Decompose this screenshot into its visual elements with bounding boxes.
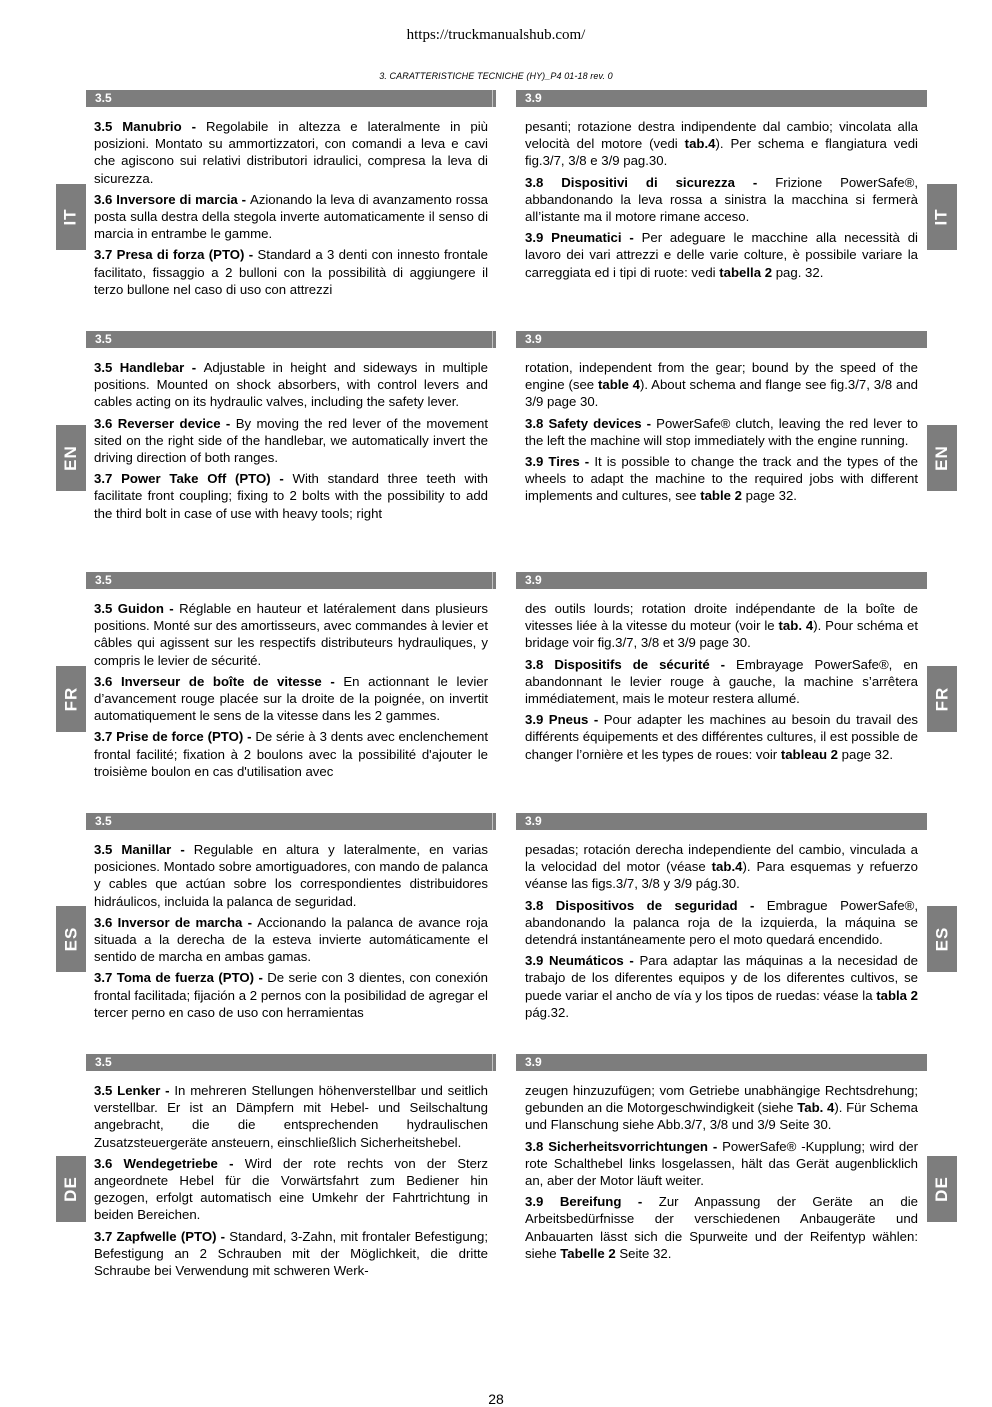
paragraph — [525, 656, 918, 708]
paragraph-text: By moving the red lever of the movement sited on the right side of the handlebar, we automatically invert the driving direction of both ranges. — [94, 415, 488, 466]
paragraph — [94, 673, 488, 725]
paragraph-heading: 3.6 Inversore di marcia - — [94, 191, 250, 207]
table-reference: tabla 2 — [876, 987, 919, 1003]
paragraph-text: Adjustable in height and sideways in multiple positions. Mounted on shock absorbers, with control levers and cables acting on its hydraulic valves, including the safety lever. — [94, 360, 488, 410]
section-bar-left-it: 3.5 — [86, 90, 496, 107]
section-bar-left-es: 3.5 — [86, 813, 496, 830]
language-tab-right-es: ES — [927, 906, 957, 972]
paragraph-heading: 3.9 Tires - — [525, 454, 595, 470]
paragraph-text-continued: ). About schema and flange see fig.3/7, 3/8 and 3/9 page 30. — [525, 377, 918, 410]
paragraph — [94, 415, 488, 467]
paragraph-heading: 3.8 Dispositivos de seguridad - — [525, 897, 767, 913]
paragraph — [94, 1082, 488, 1151]
page-number: 28 — [488, 1391, 504, 1407]
language-tab-right-de: DE — [927, 1156, 957, 1222]
paragraph — [94, 470, 488, 522]
text-column-left-it — [94, 118, 488, 302]
paragraph-heading: 3.7 Prise de force (PTO) - — [94, 729, 256, 745]
text-column-left-es — [94, 841, 488, 1025]
paragraph — [525, 229, 918, 281]
section-bar-right-fr: 3.9 — [516, 572, 927, 589]
paragraph — [525, 118, 918, 170]
section-bar-left-fr: 3.5 — [86, 572, 496, 589]
table-reference: tab.4 — [684, 136, 716, 152]
paragraph-text: rotation, independent from the gear; bound by the speed of the engine (see — [525, 360, 918, 393]
paragraph-text: De série à 3 dents avec enclenchement frontal facilité; fixation à 2 boulons avec la possibilité d'ajouter le troisième boulon en cas d'utilisation avec — [94, 729, 489, 779]
paragraph-heading: 3.5 Lenker - — [94, 1083, 175, 1098]
table-reference: Tab. 4 — [797, 1100, 835, 1116]
text-column-right-it — [525, 118, 918, 285]
paragraph-text: Regulable en altura y lateralmente, en varias posiciones. Montado sobre amortiguadores, con mando de palanca y cables que actúan sobre los correspondientes distribuidores hidráulicos, incluida la palanca de seguridad. — [94, 842, 488, 909]
paragraph-text: Para adaptar las máquinas a la necesidad de trabajo de los diferentes equipos y de los diferentes cultivos, se puede variar el ancho de vía y los tipos de ruedas: véase la — [525, 953, 918, 1003]
paragraph-text-continued: pág.32. — [525, 1004, 569, 1020]
paragraph — [94, 1228, 488, 1280]
paragraph — [94, 600, 488, 669]
language-tab-left-en: EN — [56, 425, 86, 491]
paragraph — [94, 841, 488, 910]
paragraph-heading: 3.8 Sicherheitsvorrichtungen - — [525, 1138, 723, 1154]
language-tab-left-fr: FR — [56, 666, 86, 732]
paragraph-heading: 3.6 Reverser device - — [94, 415, 236, 431]
paragraph-text: pesadas; rotación derecha independiente del cambio, vinculada a la velocidad del motor (véase — [525, 842, 918, 875]
text-column-right-es — [525, 841, 918, 1025]
language-tab-right-it: IT — [927, 184, 957, 250]
section-bar-left-de: 3.5 — [86, 1054, 496, 1071]
paragraph — [525, 453, 918, 505]
paragraph-text: PowerSafe® clutch, leaving the red lever to the left the machine will stop immediately with the engine running. — [525, 415, 918, 448]
language-tab-right-en: EN — [927, 425, 957, 491]
table-reference: Tabelle 2 — [560, 1245, 616, 1261]
paragraph-heading: 3.8 Safety devices - — [525, 415, 657, 431]
paragraph-heading: 3.7 Toma de fuerza (PTO) - — [94, 970, 268, 986]
paragraph-heading: 3.7 Presa di forza (PTO) - — [94, 247, 258, 263]
section-bar-right-it: 3.9 — [516, 90, 927, 107]
paragraph-text: Standard a 3 denti con innesto frontale facilitato, fissaggio a 2 bulloni con la possibilità di aggiungere il terzo bullone nel caso di uso con attrezzi — [94, 247, 488, 297]
paragraph — [525, 1082, 918, 1134]
paragraph-text: Embrayage PowerSafe®, en abandonnant le levier rouge à gauche, la machine s’arrêtera immédiatement, mais le moteur restera allumé. — [525, 656, 918, 707]
paragraph — [94, 914, 488, 966]
paragraph — [525, 600, 918, 652]
paragraph — [525, 415, 918, 449]
paragraph-heading: 3.8 Dispositivi di sicurezza - — [525, 174, 776, 190]
paragraph — [94, 728, 488, 780]
language-tab-left-de: DE — [56, 1156, 86, 1222]
paragraph-text-continued: ). Pour schéma et bridage voir fig.3/7, 3/8 et 3/9 page 30. — [525, 618, 919, 651]
paragraph — [525, 952, 918, 1021]
paragraph — [94, 359, 488, 411]
text-column-left-en — [94, 359, 488, 526]
table-reference: table 4 — [598, 377, 640, 393]
paragraph-text: En actionnant le levier d’avancement rouge placée sur la droite de la poignée, on invertit automatiquement le sens de la vitesse dans les 2 gammes. — [94, 673, 488, 724]
paragraph-heading: 3.6 Inverseur de boîte de vitesse - — [94, 673, 344, 689]
document-reference: 3. CARATTERISTICHE TECNICHE (HY)_P4 01-18 rev. 0 — [379, 71, 613, 81]
paragraph-text: Wird der rote rechts von der Sterz angeordnete Hebel für die Vorwärtsfahrt zum Bediener hin gezogen, erfolgt automatisch eine Umkehr der Fahrtrichtung in beiden Bereichen. — [94, 1155, 488, 1223]
paragraph — [94, 246, 488, 298]
paragraph — [94, 1155, 488, 1224]
paragraph-text: zeugen hinzuzufügen; vom Getriebe unabhängige Rechtsdrehung; gebunden an die Motorgeschwindigkeit (siehe — [525, 1083, 918, 1116]
paragraph-text-continued: ). Für Schema und Flanschung siehe Abb.3/7, 3/8 und 3/9 Seite 30. — [525, 1100, 918, 1133]
section-bar-right-es: 3.9 — [516, 813, 927, 830]
paragraph-text-continued: pag. 32. — [772, 264, 824, 280]
paragraph-text: Regolabile in altezza e lateralmente in più posizioni. Montato su ammortizzatori, con comandi a leva e cavi che agiscono sui relativi distributori idraulici, compresa la leva di sicurezza. — [94, 119, 488, 186]
table-reference: tabella 2 — [719, 264, 773, 280]
text-column-right-de — [525, 1082, 918, 1266]
paragraph-text: In mehreren Stellungen höhenverstellbar und seitlich verstellbar. Er ist an Dämpfern mit Hebel- und Seilschaltung angebracht, die die entsprechenden hydraulischen Zusatzsteuergeräte ansteuern, einschließlich Sicherheitshebel. — [94, 1083, 488, 1150]
paragraph-text: Réglable en hauteur et latéralement dans plusieurs positions. Monté sur des amortisseurs, avec commandes à levier et câbles qui agissent sur les respectifs distributeurs hydrauliques, y compris le levier de sécurité. — [94, 601, 489, 668]
paragraph-heading: 3.9 Pneus - — [525, 712, 604, 728]
paragraph-text-continued: page 32. — [741, 488, 797, 504]
paragraph-text: With standard three teeth with facilitate front coupling; fixing to 2 bolts with the possibility to add the third bolt in case of use with heavy tools; right — [94, 471, 488, 521]
source-url: https://truckmanualshub.com/ — [406, 27, 586, 43]
paragraph-heading: 3.9 Bereifung - — [525, 1194, 659, 1210]
section-bar-right-de: 3.9 — [516, 1054, 927, 1071]
paragraph-text: Per adeguare le macchine alla necessità di lavoro dei vari attrezzi e delle varie colture, è possibile variare la carreggiata ed i tipi di ruote: vedi — [525, 230, 918, 280]
paragraph-text: pesanti; rotazione destra indipendente dal cambio; vincolata alla velocità del motore (vedi — [525, 119, 918, 152]
table-reference: table 2 — [700, 488, 742, 504]
section-bar-left-en: 3.5 — [86, 331, 496, 348]
language-tab-left-es: ES — [56, 906, 86, 972]
table-reference: tableau 2 — [780, 746, 838, 762]
paragraph-heading: 3.9 Neumáticos - — [525, 953, 640, 969]
text-column-left-fr — [94, 600, 488, 784]
paragraph-text: Standard, 3-Zahn, mit frontaler Befestigung; Befestigung an 2 Schrauben mit der Möglichkeit, die dritte Schraube bei Verwendung mit schweren Werk- — [94, 1228, 488, 1279]
paragraph-text-continued: page 32. — [838, 746, 893, 762]
paragraph-text: Azionando la leva di avanzamento rossa posta sulla destra della stegola inverte automaticamente il senso di marcia in entrambe le gamme. — [94, 191, 488, 242]
paragraph-heading: 3.5 Manillar - — [94, 842, 194, 857]
paragraph — [525, 359, 918, 411]
text-column-left-de — [94, 1082, 488, 1283]
paragraph — [94, 118, 488, 187]
paragraph-heading: 3.6 Wendegetriebe - — [94, 1155, 245, 1171]
paragraph — [94, 191, 488, 243]
paragraph — [525, 1193, 918, 1262]
paragraph-heading: 3.5 Handlebar - — [94, 360, 204, 375]
section-bar-right-en: 3.9 — [516, 331, 927, 348]
paragraph-text: It is possible to change the track and the types of the wheels to adapt the machine to the required jobs with different implements and cultures, see — [525, 454, 918, 504]
paragraph-text: De serie con 3 dientes, con conexión frontal facilitada; fijación a 2 pernos con la posibilidad de agregar el tercer perno en caso de uso con herramientas — [94, 970, 488, 1020]
paragraph-heading: 3.7 Power Take Off (PTO) - — [94, 471, 293, 487]
paragraph-text: des outils lourds; rotation droite indépendante de la boîte de vitesses liée à la vitesse du moteur (voir le — [525, 601, 918, 634]
paragraph-text-continued: ). Per schema e flangiatura vedi fig.3/7, 3/8 e 3/9 pag.30. — [525, 136, 918, 169]
paragraph — [525, 897, 918, 949]
table-reference: tab. 4 — [778, 618, 814, 634]
paragraph-text: Accionando la palanca de avance roja situada a la derecha de la esteva invierte automáticamente el sentido de marcha en ambas gamas. — [94, 914, 488, 965]
paragraph-heading: 3.7 Zapfwelle (PTO) - — [94, 1228, 230, 1244]
paragraph-heading: 3.5 Manubrio - — [94, 119, 206, 134]
paragraph — [525, 174, 918, 226]
paragraph-text-continued: Seite 32. — [615, 1245, 672, 1261]
paragraph — [525, 711, 918, 763]
table-reference: tab.4 — [711, 859, 743, 875]
language-tab-right-fr: FR — [927, 666, 957, 732]
paragraph-heading: 3.9 Pneumatici - — [525, 230, 642, 246]
text-column-right-en — [525, 359, 918, 509]
paragraph-text: Embrague PowerSafe®, abandonando la palanca roja de la izquierda, la máquina se detendrá instantáneamente pero el moto quedará encendido. — [525, 897, 918, 948]
paragraph-heading: 3.6 Inversor de marcha - — [94, 914, 258, 930]
paragraph — [94, 969, 488, 1021]
paragraph — [525, 841, 918, 893]
paragraph — [525, 1138, 918, 1190]
paragraph-text-continued: ). Para esquemas y refuerzo véanse las figs.3/7, 3/8 y 3/9 pág.30. — [525, 859, 918, 892]
paragraph-text: Pour adapter les machines au besoin du travail des différents équipements et des différentes cultures, il est possible de changer l’ornière et les types de roues: voir — [525, 712, 918, 762]
text-column-right-fr — [525, 600, 918, 767]
paragraph-text: PowerSafe® -Kupplung; wird der rote Schalthebel links losgelassen, hält das Gerät augenblicklich an, aber der Motor läuft weiter. — [525, 1138, 918, 1189]
paragraph-heading: 3.5 Guidon - — [94, 601, 180, 616]
language-tab-left-it: IT — [56, 184, 86, 250]
paragraph-text: Frizione PowerSafe®, abbandonando la leva rossa a sinistra la macchina si fermerà all’istante ma il motore rimane acceso. — [525, 174, 918, 225]
paragraph-text: Zur Anpassung der Geräte an die Arbeitsbedürfnisse der verschiedenen Anbaugeräte und Anbauarten lässt sich die Spurweite und der Reifentyp wählen: siehe — [525, 1194, 918, 1261]
paragraph-heading: 3.8 Dispositifs de sécurité - — [525, 656, 737, 672]
